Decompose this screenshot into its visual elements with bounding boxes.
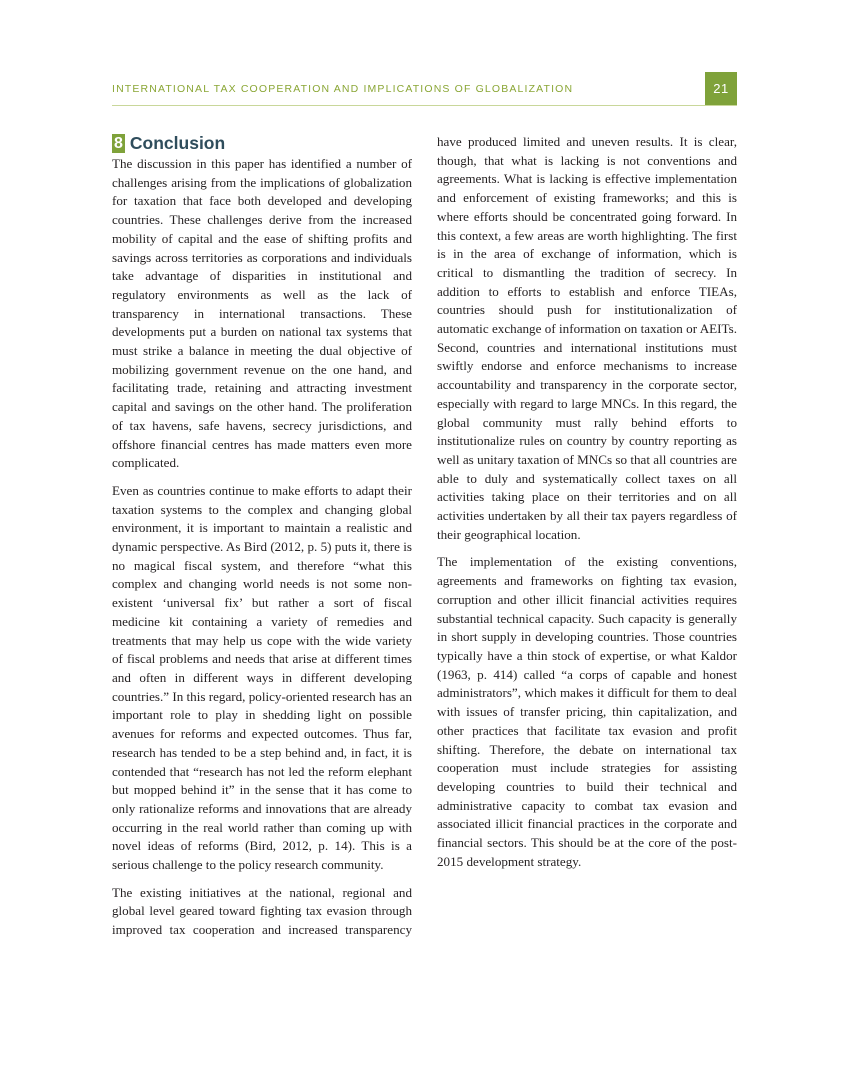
page-number-badge: 21 (705, 72, 737, 106)
body-paragraph: The discussion in this paper has identified a number of challenges arising from the implications of globalization for taxation that face both developed and developing countries. These challenges derive from the increased mobility of capital and the ease of shifting profits and savings across territories as corporations and individuals take advantage of disparities in institutional and regulatory environments as well as the lack of transparency in international transactions. These developments put a burden on national tax systems that must strike a balance in meeting the dual objective of mobilizing government revenue on the one hand, and facilitating trade, retaining and attracting investment capital and savings on the other hand. The proliferation of tax havens, safe havens, secrecy jurisdictions, and offshore financial centres has made matters even more complicated. (112, 156, 412, 471)
section-title: Conclusion (129, 132, 226, 153)
body-paragraph: The implementation of the existing conventions, agreements and frameworks on fighting tax evasion, corruption and other illicit financial activities requires substantial technical capacity. Such capacity is generally in short supply in developing countries. Those countries typically have a thin stock of expertise, or what Kaldor (1963, p. 414) called “a corps of capable and honest administrators”, which makes it difficult for them to deal with issues of transfer pricing, thin capitalization, and other practices that facilitate tax evasion and profit shifting. Therefore, the debate on international tax cooperation must include strategies for assisting developing countries to build their technical and administrative capacity to combat tax evasion and associated illicit financial practices in the corporate and financial sectors. This should be at the core of the post-2015 development strategy. (437, 554, 737, 869)
section-heading (112, 132, 412, 154)
body-paragraph-split: The existing initiatives at the national, regional and global level geared toward fighting tax evasion through improved tax cooperation and increased transparency (112, 884, 412, 938)
running-header-title: INTERNATIONAL TAX COOPERATION AND IMPLICATIONS OF GLOBALIZATION (112, 83, 574, 95)
body-paragraph: Even as countries continue to make efforts to adapt their taxation systems to the complex and changing global environment, it is important to maintain a realistic and dynamic perspective. As Bird (2012, p. 5) puts it, there is no magical fiscal system, and therefore “what this complex and changing world needs is not some non-existent ‘universal fix’ but rather a sort of fiscal medicine kit containing a variety of remedies and treatments that may help us cope with the wide variety of fiscal problems and needs that arise at different times and often in different ways in different developing countries.” In this regard, policy-oriented research has an important role to play in shedding light on possible avenues for reforms and expected outcomes. Thus far, research has tended to be a step behind and, in fact, it is contended that “research has not led the reform elephant but mopped behind it” in the sense that it has come to only rationalize reforms and innovations that are already occurring in the real world rather than coming up with novel ideas of reforms (Bird, 2012, p. 14). This is a serious challenge to the policy research community. (112, 482, 412, 873)
left-column (112, 132, 412, 949)
running-header (112, 72, 737, 106)
body-paragraph-continued: have produced limited and uneven results. It is clear, though, that what is lacking is not conventions and agreements. What is lacking is effective implementation and enforcement of existing frameworks; and this is where efforts should be concentrated going forward. In this context, a few areas are worth highlighting. The first is in the area of exchange of information, which is critical to dismantling the tradition of secrecy. In addition to efforts to establish and enforce TIEAs, countries should push for institutionalization of automatic exchange of information on taxation or AEITs. Second, countries and international institutions must swiftly endorse and enforce mechanisms to increase accountability and transparency in the corporate sector, especially with regard to large MNCs. In this regard, the global community must rally behind efforts to institutionalize rules on country by country reporting as well as unitary taxation of MNCs so that all countries are able to duly and systematically collect taxes on all activities taking place on their territories and on all activities undertaken by all their tax payers regardless of their geographical location. (437, 134, 737, 542)
header-divider (112, 105, 737, 106)
right-column (437, 133, 737, 880)
section-number-badge: 8 (114, 134, 123, 152)
